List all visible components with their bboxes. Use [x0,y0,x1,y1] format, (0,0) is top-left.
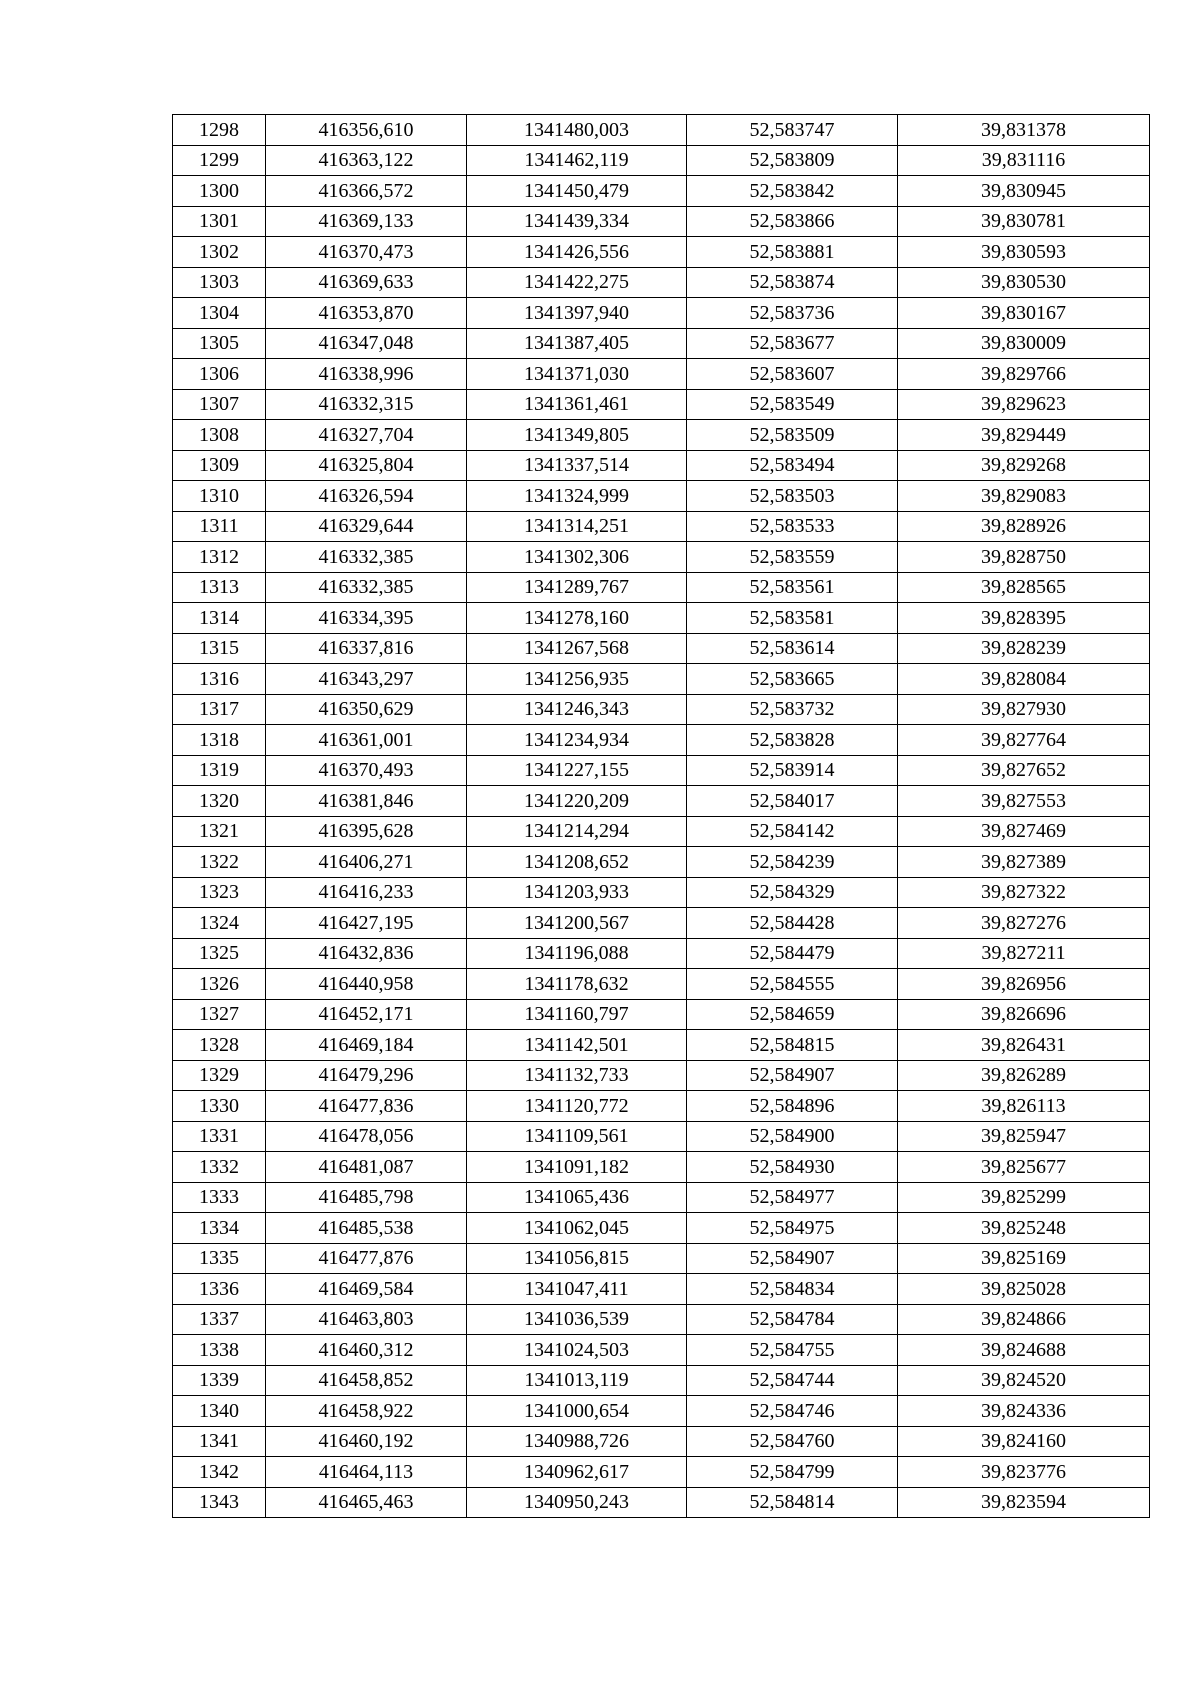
x-coordinate-cell: 416458,852 [266,1365,467,1396]
point-number-cell: 1336 [173,1274,266,1305]
point-number-cell: 1335 [173,1243,266,1274]
latitude-cell: 52,583561 [687,572,898,603]
latitude-cell: 52,584815 [687,1030,898,1061]
table-row [173,237,1150,268]
table-row [173,847,1150,878]
table-row [173,389,1150,420]
x-coordinate-cell: 416464,113 [266,1457,467,1488]
x-coordinate-cell: 416469,184 [266,1030,467,1061]
point-number-cell: 1325 [173,938,266,969]
x-coordinate-cell: 416369,633 [266,267,467,298]
x-coordinate-cell: 416485,538 [266,1213,467,1244]
longitude-cell: 39,830009 [898,328,1150,359]
table-row [173,542,1150,573]
coordinates-table [172,114,1150,1518]
y-coordinate-cell: 1341132,733 [467,1060,687,1091]
x-coordinate-cell: 416458,922 [266,1396,467,1427]
x-coordinate-cell: 416440,958 [266,969,467,1000]
longitude-cell: 39,830781 [898,206,1150,237]
point-number-cell: 1316 [173,664,266,695]
latitude-cell: 52,583842 [687,176,898,207]
table-row [173,298,1150,329]
x-coordinate-cell: 416329,644 [266,511,467,542]
point-number-cell: 1332 [173,1152,266,1183]
latitude-cell: 52,583607 [687,359,898,390]
y-coordinate-cell: 1341013,119 [467,1365,687,1396]
point-number-cell: 1307 [173,389,266,420]
latitude-cell: 52,584659 [687,999,898,1030]
longitude-cell: 39,825028 [898,1274,1150,1305]
longitude-cell: 39,828926 [898,511,1150,542]
x-coordinate-cell: 416465,463 [266,1487,467,1518]
point-number-cell: 1340 [173,1396,266,1427]
y-coordinate-cell: 1341047,411 [467,1274,687,1305]
y-coordinate-cell: 1341220,209 [467,786,687,817]
longitude-cell: 39,829083 [898,481,1150,512]
y-coordinate-cell: 1341227,155 [467,755,687,786]
latitude-cell: 52,583503 [687,481,898,512]
y-coordinate-cell: 1341208,652 [467,847,687,878]
point-number-cell: 1319 [173,755,266,786]
table-row [173,420,1150,451]
x-coordinate-cell: 416481,087 [266,1152,467,1183]
y-coordinate-cell: 1341056,815 [467,1243,687,1274]
latitude-cell: 52,584834 [687,1274,898,1305]
point-number-cell: 1326 [173,969,266,1000]
longitude-cell: 39,825299 [898,1182,1150,1213]
longitude-cell: 39,829268 [898,450,1150,481]
longitude-cell: 39,829449 [898,420,1150,451]
x-coordinate-cell: 416366,572 [266,176,467,207]
table-row [173,1091,1150,1122]
y-coordinate-cell: 1341302,306 [467,542,687,573]
y-coordinate-cell: 1341361,461 [467,389,687,420]
latitude-cell: 52,584814 [687,1487,898,1518]
longitude-cell: 39,827553 [898,786,1150,817]
latitude-cell: 52,584239 [687,847,898,878]
latitude-cell: 52,583732 [687,694,898,725]
latitude-cell: 52,584975 [687,1213,898,1244]
point-number-cell: 1337 [173,1304,266,1335]
y-coordinate-cell: 1341256,935 [467,664,687,695]
longitude-cell: 39,827930 [898,694,1150,725]
y-coordinate-cell: 1341387,405 [467,328,687,359]
latitude-cell: 52,583914 [687,755,898,786]
y-coordinate-cell: 1341142,501 [467,1030,687,1061]
longitude-cell: 39,826289 [898,1060,1150,1091]
table-row [173,755,1150,786]
x-coordinate-cell: 416427,195 [266,908,467,939]
x-coordinate-cell: 416356,610 [266,115,467,146]
table-row [173,603,1150,634]
latitude-cell: 52,584907 [687,1060,898,1091]
table-row [173,176,1150,207]
longitude-cell: 39,828750 [898,542,1150,573]
point-number-cell: 1342 [173,1457,266,1488]
table-row [173,1457,1150,1488]
longitude-cell: 39,827469 [898,816,1150,847]
x-coordinate-cell: 416416,233 [266,877,467,908]
x-coordinate-cell: 416327,704 [266,420,467,451]
latitude-cell: 52,583747 [687,115,898,146]
table-row [173,908,1150,939]
latitude-cell: 52,583828 [687,725,898,756]
latitude-cell: 52,584907 [687,1243,898,1274]
longitude-cell: 39,828565 [898,572,1150,603]
latitude-cell: 52,584977 [687,1182,898,1213]
longitude-cell: 39,827276 [898,908,1150,939]
latitude-cell: 52,583736 [687,298,898,329]
longitude-cell: 39,827652 [898,755,1150,786]
y-coordinate-cell: 1341160,797 [467,999,687,1030]
longitude-cell: 39,831378 [898,115,1150,146]
latitude-cell: 52,583559 [687,542,898,573]
latitude-cell: 52,584017 [687,786,898,817]
table-row [173,938,1150,969]
table-row [173,481,1150,512]
x-coordinate-cell: 416460,312 [266,1335,467,1366]
longitude-cell: 39,826696 [898,999,1150,1030]
point-number-cell: 1341 [173,1426,266,1457]
latitude-cell: 52,583665 [687,664,898,695]
point-number-cell: 1310 [173,481,266,512]
point-number-cell: 1324 [173,908,266,939]
x-coordinate-cell: 416370,493 [266,755,467,786]
latitude-cell: 52,583874 [687,267,898,298]
x-coordinate-cell: 416343,297 [266,664,467,695]
point-number-cell: 1318 [173,725,266,756]
latitude-cell: 52,583509 [687,420,898,451]
point-number-cell: 1298 [173,115,266,146]
x-coordinate-cell: 416361,001 [266,725,467,756]
latitude-cell: 52,583614 [687,633,898,664]
table-row [173,1152,1150,1183]
latitude-cell: 52,584930 [687,1152,898,1183]
latitude-cell: 52,583677 [687,328,898,359]
point-number-cell: 1331 [173,1121,266,1152]
point-number-cell: 1317 [173,694,266,725]
longitude-cell: 39,828239 [898,633,1150,664]
table-row [173,572,1150,603]
table-row [173,267,1150,298]
x-coordinate-cell: 416406,271 [266,847,467,878]
longitude-cell: 39,830167 [898,298,1150,329]
table-row [173,1060,1150,1091]
longitude-cell: 39,824688 [898,1335,1150,1366]
latitude-cell: 52,584755 [687,1335,898,1366]
point-number-cell: 1343 [173,1487,266,1518]
x-coordinate-cell: 416334,395 [266,603,467,634]
point-number-cell: 1339 [173,1365,266,1396]
y-coordinate-cell: 1341450,479 [467,176,687,207]
longitude-cell: 39,829623 [898,389,1150,420]
y-coordinate-cell: 1341036,539 [467,1304,687,1335]
point-number-cell: 1314 [173,603,266,634]
point-number-cell: 1330 [173,1091,266,1122]
y-coordinate-cell: 1341462,119 [467,145,687,176]
point-number-cell: 1312 [173,542,266,573]
longitude-cell: 39,824160 [898,1426,1150,1457]
x-coordinate-cell: 416485,798 [266,1182,467,1213]
latitude-cell: 52,584746 [687,1396,898,1427]
y-coordinate-cell: 1341324,999 [467,481,687,512]
table-row [173,1030,1150,1061]
table-row [173,359,1150,390]
point-number-cell: 1309 [173,450,266,481]
point-number-cell: 1311 [173,511,266,542]
latitude-cell: 52,584900 [687,1121,898,1152]
x-coordinate-cell: 416477,876 [266,1243,467,1274]
longitude-cell: 39,826956 [898,969,1150,1000]
longitude-cell: 39,831116 [898,145,1150,176]
longitude-cell: 39,826113 [898,1091,1150,1122]
y-coordinate-cell: 1341337,514 [467,450,687,481]
y-coordinate-cell: 1341109,561 [467,1121,687,1152]
x-coordinate-cell: 416381,846 [266,786,467,817]
y-coordinate-cell: 1341267,568 [467,633,687,664]
x-coordinate-cell: 416395,628 [266,816,467,847]
longitude-cell: 39,825677 [898,1152,1150,1183]
x-coordinate-cell: 416350,629 [266,694,467,725]
y-coordinate-cell: 1341371,030 [467,359,687,390]
y-coordinate-cell: 1340988,726 [467,1426,687,1457]
y-coordinate-cell: 1341480,003 [467,115,687,146]
point-number-cell: 1303 [173,267,266,298]
y-coordinate-cell: 1341314,251 [467,511,687,542]
x-coordinate-cell: 416463,803 [266,1304,467,1335]
latitude-cell: 52,584555 [687,969,898,1000]
y-coordinate-cell: 1341196,088 [467,938,687,969]
y-coordinate-cell: 1340962,617 [467,1457,687,1488]
point-number-cell: 1329 [173,1060,266,1091]
latitude-cell: 52,584428 [687,908,898,939]
point-number-cell: 1301 [173,206,266,237]
x-coordinate-cell: 416452,171 [266,999,467,1030]
longitude-cell: 39,829766 [898,359,1150,390]
table-row [173,1213,1150,1244]
y-coordinate-cell: 1341065,436 [467,1182,687,1213]
point-number-cell: 1321 [173,816,266,847]
x-coordinate-cell: 416347,048 [266,328,467,359]
y-coordinate-cell: 1341278,160 [467,603,687,634]
point-number-cell: 1327 [173,999,266,1030]
point-number-cell: 1322 [173,847,266,878]
longitude-cell: 39,823594 [898,1487,1150,1518]
point-number-cell: 1313 [173,572,266,603]
table-row [173,1335,1150,1366]
table-row [173,664,1150,695]
point-number-cell: 1323 [173,877,266,908]
latitude-cell: 52,584784 [687,1304,898,1335]
latitude-cell: 52,584896 [687,1091,898,1122]
table-row [173,969,1150,1000]
table-row [173,694,1150,725]
x-coordinate-cell: 416370,473 [266,237,467,268]
table-row [173,206,1150,237]
point-number-cell: 1320 [173,786,266,817]
longitude-cell: 39,830945 [898,176,1150,207]
table-row [173,999,1150,1030]
x-coordinate-cell: 416332,385 [266,572,467,603]
latitude-cell: 52,583866 [687,206,898,237]
longitude-cell: 39,824866 [898,1304,1150,1335]
latitude-cell: 52,584744 [687,1365,898,1396]
table-row [173,816,1150,847]
table-row [173,1426,1150,1457]
x-coordinate-cell: 416326,594 [266,481,467,512]
y-coordinate-cell: 1341397,940 [467,298,687,329]
longitude-cell: 39,823776 [898,1457,1150,1488]
x-coordinate-cell: 416478,056 [266,1121,467,1152]
point-number-cell: 1306 [173,359,266,390]
table-row [173,725,1150,756]
point-number-cell: 1328 [173,1030,266,1061]
x-coordinate-cell: 416469,584 [266,1274,467,1305]
longitude-cell: 39,828395 [898,603,1150,634]
x-coordinate-cell: 416332,385 [266,542,467,573]
y-coordinate-cell: 1341200,567 [467,908,687,939]
latitude-cell: 52,583809 [687,145,898,176]
table-row [173,786,1150,817]
latitude-cell: 52,583494 [687,450,898,481]
longitude-cell: 39,825169 [898,1243,1150,1274]
y-coordinate-cell: 1341178,632 [467,969,687,1000]
table-row [173,1396,1150,1427]
x-coordinate-cell: 416432,836 [266,938,467,969]
x-coordinate-cell: 416353,870 [266,298,467,329]
x-coordinate-cell: 416363,122 [266,145,467,176]
point-number-cell: 1304 [173,298,266,329]
point-number-cell: 1334 [173,1213,266,1244]
point-number-cell: 1299 [173,145,266,176]
y-coordinate-cell: 1340950,243 [467,1487,687,1518]
point-number-cell: 1308 [173,420,266,451]
table-row [173,450,1150,481]
longitude-cell: 39,824520 [898,1365,1150,1396]
x-coordinate-cell: 416479,296 [266,1060,467,1091]
table-row [173,1243,1150,1274]
longitude-cell: 39,825248 [898,1213,1150,1244]
y-coordinate-cell: 1341439,334 [467,206,687,237]
table-row [173,1274,1150,1305]
point-number-cell: 1300 [173,176,266,207]
coordinates-table-body [173,115,1150,1518]
y-coordinate-cell: 1341234,934 [467,725,687,756]
latitude-cell: 52,583581 [687,603,898,634]
y-coordinate-cell: 1341000,654 [467,1396,687,1427]
y-coordinate-cell: 1341062,045 [467,1213,687,1244]
longitude-cell: 39,828084 [898,664,1150,695]
y-coordinate-cell: 1341246,343 [467,694,687,725]
y-coordinate-cell: 1341091,182 [467,1152,687,1183]
point-number-cell: 1302 [173,237,266,268]
longitude-cell: 39,826431 [898,1030,1150,1061]
longitude-cell: 39,827322 [898,877,1150,908]
latitude-cell: 52,584479 [687,938,898,969]
table-row [173,1487,1150,1518]
latitude-cell: 52,583549 [687,389,898,420]
y-coordinate-cell: 1341203,933 [467,877,687,908]
longitude-cell: 39,827211 [898,938,1150,969]
y-coordinate-cell: 1341289,767 [467,572,687,603]
point-number-cell: 1333 [173,1182,266,1213]
x-coordinate-cell: 416338,996 [266,359,467,390]
table-row [173,115,1150,146]
table-row [173,328,1150,359]
x-coordinate-cell: 416325,804 [266,450,467,481]
table-row [173,877,1150,908]
x-coordinate-cell: 416477,836 [266,1091,467,1122]
x-coordinate-cell: 416332,315 [266,389,467,420]
longitude-cell: 39,830530 [898,267,1150,298]
table-row [173,633,1150,664]
x-coordinate-cell: 416460,192 [266,1426,467,1457]
y-coordinate-cell: 1341426,556 [467,237,687,268]
table-row [173,145,1150,176]
table-row [173,1121,1150,1152]
point-number-cell: 1305 [173,328,266,359]
longitude-cell: 39,824336 [898,1396,1150,1427]
longitude-cell: 39,827389 [898,847,1150,878]
table-row [173,1182,1150,1213]
point-number-cell: 1338 [173,1335,266,1366]
y-coordinate-cell: 1341422,275 [467,267,687,298]
x-coordinate-cell: 416337,816 [266,633,467,664]
longitude-cell: 39,827764 [898,725,1150,756]
x-coordinate-cell: 416369,133 [266,206,467,237]
table-row [173,1365,1150,1396]
table-row [173,511,1150,542]
point-number-cell: 1315 [173,633,266,664]
y-coordinate-cell: 1341024,503 [467,1335,687,1366]
table-row [173,1304,1150,1335]
latitude-cell: 52,583533 [687,511,898,542]
latitude-cell: 52,583881 [687,237,898,268]
latitude-cell: 52,584142 [687,816,898,847]
y-coordinate-cell: 1341214,294 [467,816,687,847]
y-coordinate-cell: 1341349,805 [467,420,687,451]
y-coordinate-cell: 1341120,772 [467,1091,687,1122]
latitude-cell: 52,584760 [687,1426,898,1457]
latitude-cell: 52,584329 [687,877,898,908]
longitude-cell: 39,825947 [898,1121,1150,1152]
latitude-cell: 52,584799 [687,1457,898,1488]
longitude-cell: 39,830593 [898,237,1150,268]
